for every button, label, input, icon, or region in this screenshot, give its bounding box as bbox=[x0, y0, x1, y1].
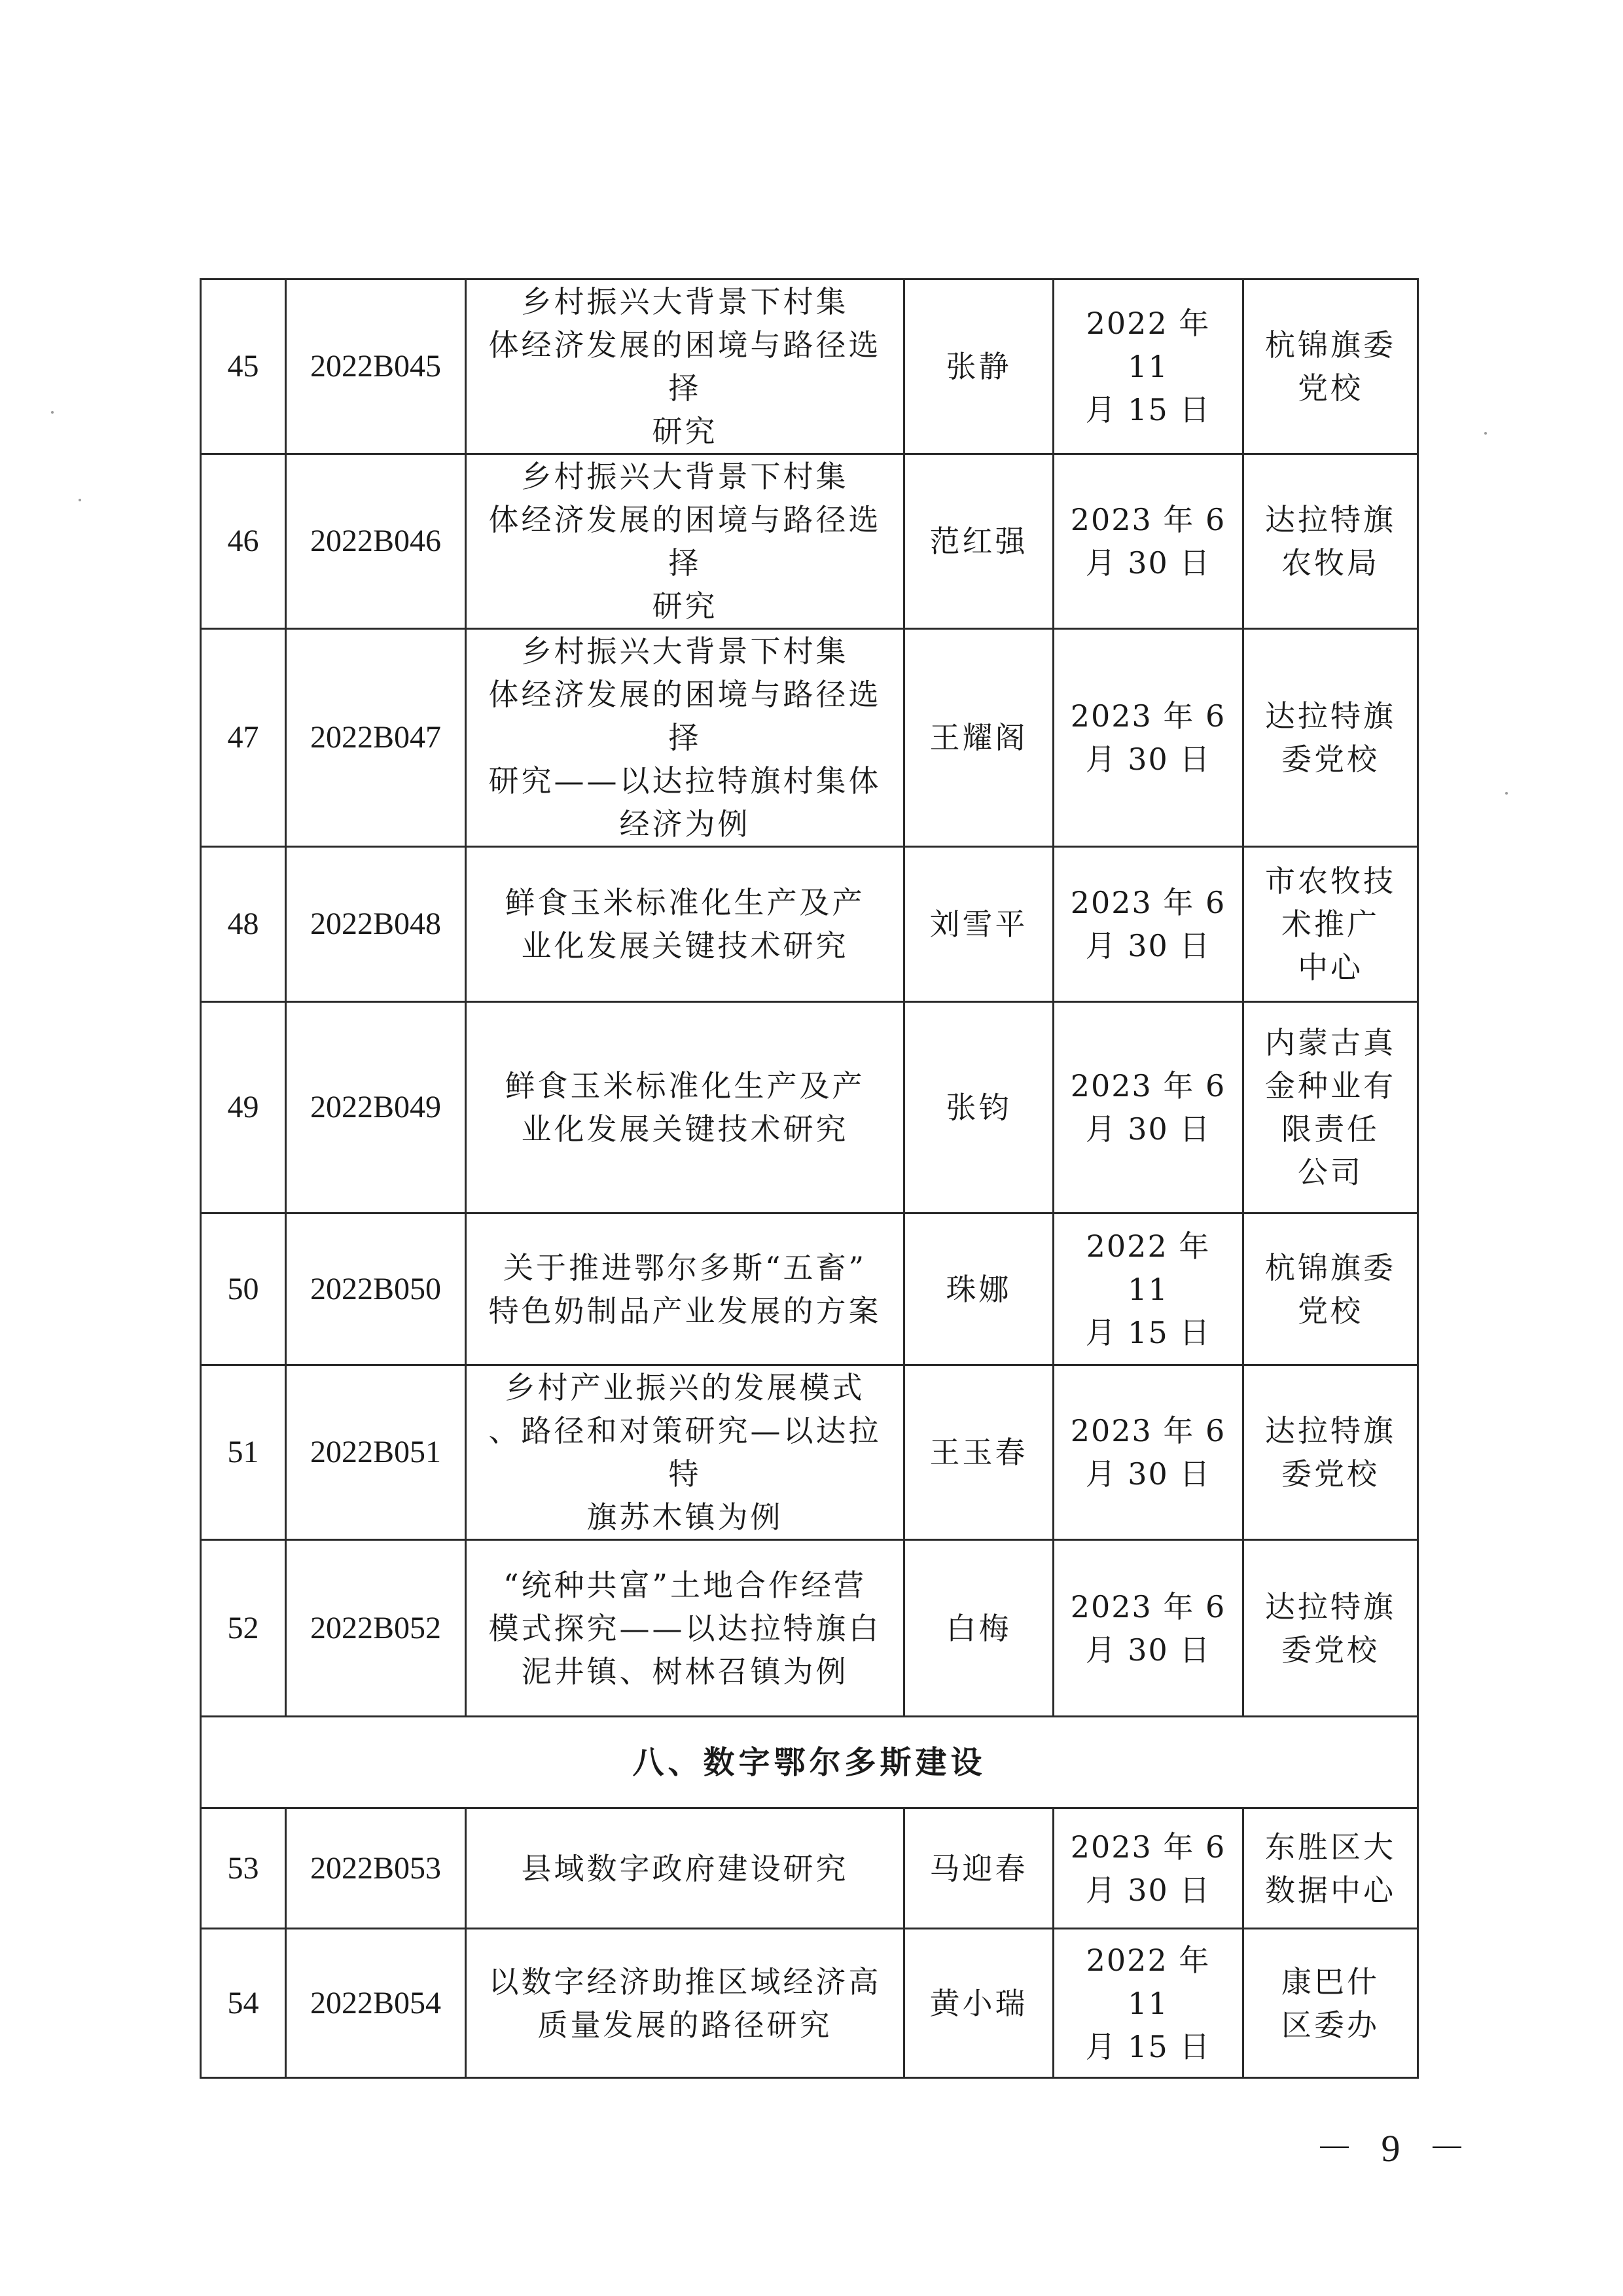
text-line: 月 30 日 bbox=[1085, 1456, 1211, 1492]
text-line: 研究 bbox=[652, 588, 718, 624]
text-line: 农牧局 bbox=[1281, 545, 1380, 581]
text-line: 康巴什 bbox=[1281, 1964, 1380, 2000]
text-line: 月 30 日 bbox=[1085, 545, 1211, 581]
text-line: 以数字经济助推区域经济高 bbox=[488, 1964, 882, 2000]
scan-speck bbox=[79, 499, 81, 501]
project-code: 2022B048 bbox=[286, 847, 466, 1002]
project-code: 2022B047 bbox=[286, 629, 466, 847]
text-line: 月 30 日 bbox=[1085, 1872, 1211, 1908]
row-number: 50 bbox=[201, 1213, 286, 1365]
table-row bbox=[201, 1540, 1418, 1717]
text-line: 中心 bbox=[1298, 950, 1363, 985]
text-line: 业化发展关键技术研究 bbox=[521, 1111, 849, 1147]
text-line: 限责任 bbox=[1281, 1111, 1380, 1147]
completion-date bbox=[1054, 1540, 1243, 1717]
text-line: 委党校 bbox=[1281, 1456, 1380, 1492]
responsible-unit bbox=[1243, 1213, 1418, 1365]
text-line: 乡村振兴大背景下村集 bbox=[521, 284, 849, 319]
project-code: 2022B052 bbox=[286, 1540, 466, 1717]
row-number: 54 bbox=[201, 1929, 286, 2078]
text-line: 2022 年 11 bbox=[1086, 1228, 1211, 1307]
project-title bbox=[466, 1929, 904, 2078]
completion-date bbox=[1054, 1213, 1243, 1365]
row-number: 51 bbox=[201, 1365, 286, 1540]
row-number: 52 bbox=[201, 1540, 286, 1717]
table-row bbox=[201, 1365, 1418, 1540]
text-line: 市农牧技 bbox=[1265, 863, 1396, 899]
row-number: 46 bbox=[201, 454, 286, 629]
text-line: 月 30 日 bbox=[1085, 1111, 1211, 1147]
page-number: － 9 － bbox=[1315, 2127, 1476, 2170]
completion-date bbox=[1054, 279, 1243, 454]
row-number: 53 bbox=[201, 1808, 286, 1929]
row-number: 48 bbox=[201, 847, 286, 1002]
text-line: 泥井镇、树林召镇为例 bbox=[521, 1653, 849, 1689]
text-line: 东胜区大 bbox=[1265, 1829, 1396, 1865]
text-line: 党校 bbox=[1298, 370, 1363, 406]
project-leader: 黄小瑞 bbox=[904, 1929, 1054, 2078]
text-line: 研究——以达拉特旗村集体 bbox=[488, 763, 882, 798]
text-line: 杭锦旗委 bbox=[1265, 1249, 1396, 1285]
project-table-container bbox=[200, 278, 1417, 2079]
text-line: 月 15 日 bbox=[1085, 392, 1211, 427]
project-title bbox=[466, 1365, 904, 1540]
text-line: 月 30 日 bbox=[1085, 1632, 1211, 1668]
text-line: 内蒙古真 bbox=[1265, 1025, 1396, 1060]
responsible-unit bbox=[1243, 847, 1418, 1002]
text-line: 金种业有 bbox=[1265, 1068, 1396, 1103]
text-line: 特色奶制品产业发展的方案 bbox=[488, 1293, 882, 1329]
text-line: 2023 年 6 bbox=[1070, 1588, 1226, 1624]
project-leader: 王耀阁 bbox=[904, 629, 1054, 847]
project-leader: 王玉春 bbox=[904, 1365, 1054, 1540]
text-line: 2023 年 6 bbox=[1070, 698, 1226, 734]
project-code: 2022B049 bbox=[286, 1002, 466, 1213]
responsible-unit bbox=[1243, 1365, 1418, 1540]
text-line: 2022 年 11 bbox=[1086, 306, 1211, 384]
text-line: 乡村振兴大背景下村集 bbox=[521, 459, 849, 494]
text-line: 2022 年 11 bbox=[1086, 1942, 1211, 2021]
text-line: 委党校 bbox=[1281, 1632, 1380, 1668]
text-line: 月 15 日 bbox=[1085, 1314, 1211, 1350]
responsible-unit bbox=[1243, 629, 1418, 847]
text-line: 月 30 日 bbox=[1085, 928, 1211, 963]
row-number: 49 bbox=[201, 1002, 286, 1213]
text-line: 杭锦旗委 bbox=[1265, 327, 1396, 363]
text-line: 2023 年 6 bbox=[1070, 885, 1226, 920]
responsible-unit bbox=[1243, 279, 1418, 454]
text-line: 达拉特旗 bbox=[1265, 1413, 1396, 1448]
project-code: 2022B051 bbox=[286, 1365, 466, 1540]
text-line: 2023 年 6 bbox=[1070, 1829, 1226, 1865]
project-title bbox=[466, 279, 904, 454]
text-line: 达拉特旗 bbox=[1265, 698, 1396, 734]
text-line: 鲜食玉米标准化生产及产 bbox=[505, 885, 865, 920]
responsible-unit bbox=[1243, 1929, 1418, 2078]
text-line: 党校 bbox=[1298, 1293, 1363, 1329]
text-line: 2023 年 6 bbox=[1070, 502, 1226, 537]
project-leader: 珠娜 bbox=[904, 1213, 1054, 1365]
text-line: 模式探究——以达拉特旗白 bbox=[488, 1610, 882, 1646]
project-table bbox=[200, 278, 1419, 2079]
text-line: 县域数字政府建设研究 bbox=[521, 1850, 849, 1886]
text-line: 、路径和对策研究—以达拉特 bbox=[488, 1413, 882, 1492]
responsible-unit bbox=[1243, 1540, 1418, 1717]
completion-date bbox=[1054, 629, 1243, 847]
text-line: 月 15 日 bbox=[1085, 2028, 1211, 2064]
text-line: 业化发展关键技术研究 bbox=[521, 928, 849, 963]
project-leader: 张钧 bbox=[904, 1002, 1054, 1213]
text-line: 数据中心 bbox=[1265, 1872, 1396, 1908]
text-line: 研究 bbox=[652, 414, 718, 449]
text-line: 达拉特旗 bbox=[1265, 1588, 1396, 1624]
responsible-unit bbox=[1243, 454, 1418, 629]
section-header: 八、数字鄂尔多斯建设 bbox=[201, 1717, 1418, 1808]
section-header-row bbox=[201, 1717, 1418, 1808]
project-leader: 马迎春 bbox=[904, 1808, 1054, 1929]
project-title bbox=[466, 1002, 904, 1213]
table-row bbox=[201, 1808, 1418, 1929]
text-line: “统种共富”土地合作经营 bbox=[503, 1567, 867, 1603]
project-code: 2022B053 bbox=[286, 1808, 466, 1929]
completion-date bbox=[1054, 454, 1243, 629]
table-row bbox=[201, 279, 1418, 454]
text-line: 乡村振兴大背景下村集 bbox=[521, 634, 849, 669]
project-code: 2022B050 bbox=[286, 1213, 466, 1365]
table-row bbox=[201, 847, 1418, 1002]
text-line: 公司 bbox=[1298, 1155, 1363, 1190]
text-line: 体经济发展的困境与路径选择 bbox=[488, 327, 882, 406]
project-leader: 张静 bbox=[904, 279, 1054, 454]
text-line: 术推广 bbox=[1281, 906, 1380, 942]
text-line: 体经济发展的困境与路径选择 bbox=[488, 677, 882, 755]
completion-date bbox=[1054, 1929, 1243, 2078]
text-line: 鲜食玉米标准化生产及产 bbox=[505, 1068, 865, 1103]
project-title bbox=[466, 1213, 904, 1365]
project-title bbox=[466, 1808, 904, 1929]
project-code: 2022B046 bbox=[286, 454, 466, 629]
text-line: 委党校 bbox=[1281, 742, 1380, 777]
text-line: 2023 年 6 bbox=[1070, 1413, 1226, 1448]
text-line: 经济为例 bbox=[619, 806, 751, 842]
text-line: 区委办 bbox=[1281, 2007, 1380, 2043]
table-row bbox=[201, 1002, 1418, 1213]
responsible-unit bbox=[1243, 1808, 1418, 1929]
responsible-unit bbox=[1243, 1002, 1418, 1213]
text-line: 2023 年 6 bbox=[1070, 1068, 1226, 1103]
text-line: 月 30 日 bbox=[1085, 742, 1211, 777]
project-leader: 白梅 bbox=[904, 1540, 1054, 1717]
text-line: 体经济发展的困境与路径选择 bbox=[488, 502, 882, 581]
scan-speck bbox=[1505, 792, 1508, 795]
project-title bbox=[466, 847, 904, 1002]
project-code: 2022B045 bbox=[286, 279, 466, 454]
text-line: 达拉特旗 bbox=[1265, 502, 1396, 537]
project-leader: 范红强 bbox=[904, 454, 1054, 629]
row-number: 45 bbox=[201, 279, 286, 454]
scan-speck bbox=[1484, 432, 1487, 435]
completion-date bbox=[1054, 1002, 1243, 1213]
project-code: 2022B054 bbox=[286, 1929, 466, 2078]
scan-speck bbox=[51, 411, 54, 414]
completion-date bbox=[1054, 1365, 1243, 1540]
row-number: 47 bbox=[201, 629, 286, 847]
table-row bbox=[201, 629, 1418, 847]
project-title bbox=[466, 1540, 904, 1717]
text-line: 质量发展的路径研究 bbox=[537, 2007, 832, 2043]
project-leader: 刘雪平 bbox=[904, 847, 1054, 1002]
text-line: 旗苏木镇为例 bbox=[586, 1499, 783, 1535]
table-row bbox=[201, 1929, 1418, 2078]
project-title bbox=[466, 454, 904, 629]
table-row bbox=[201, 454, 1418, 629]
text-line: 关于推进鄂尔多斯“五畜” bbox=[503, 1249, 867, 1285]
text-line: 乡村产业振兴的发展模式 bbox=[505, 1370, 865, 1405]
completion-date bbox=[1054, 1808, 1243, 1929]
completion-date bbox=[1054, 847, 1243, 1002]
project-table-body bbox=[201, 279, 1418, 2078]
project-title bbox=[466, 629, 904, 847]
table-row bbox=[201, 1213, 1418, 1365]
